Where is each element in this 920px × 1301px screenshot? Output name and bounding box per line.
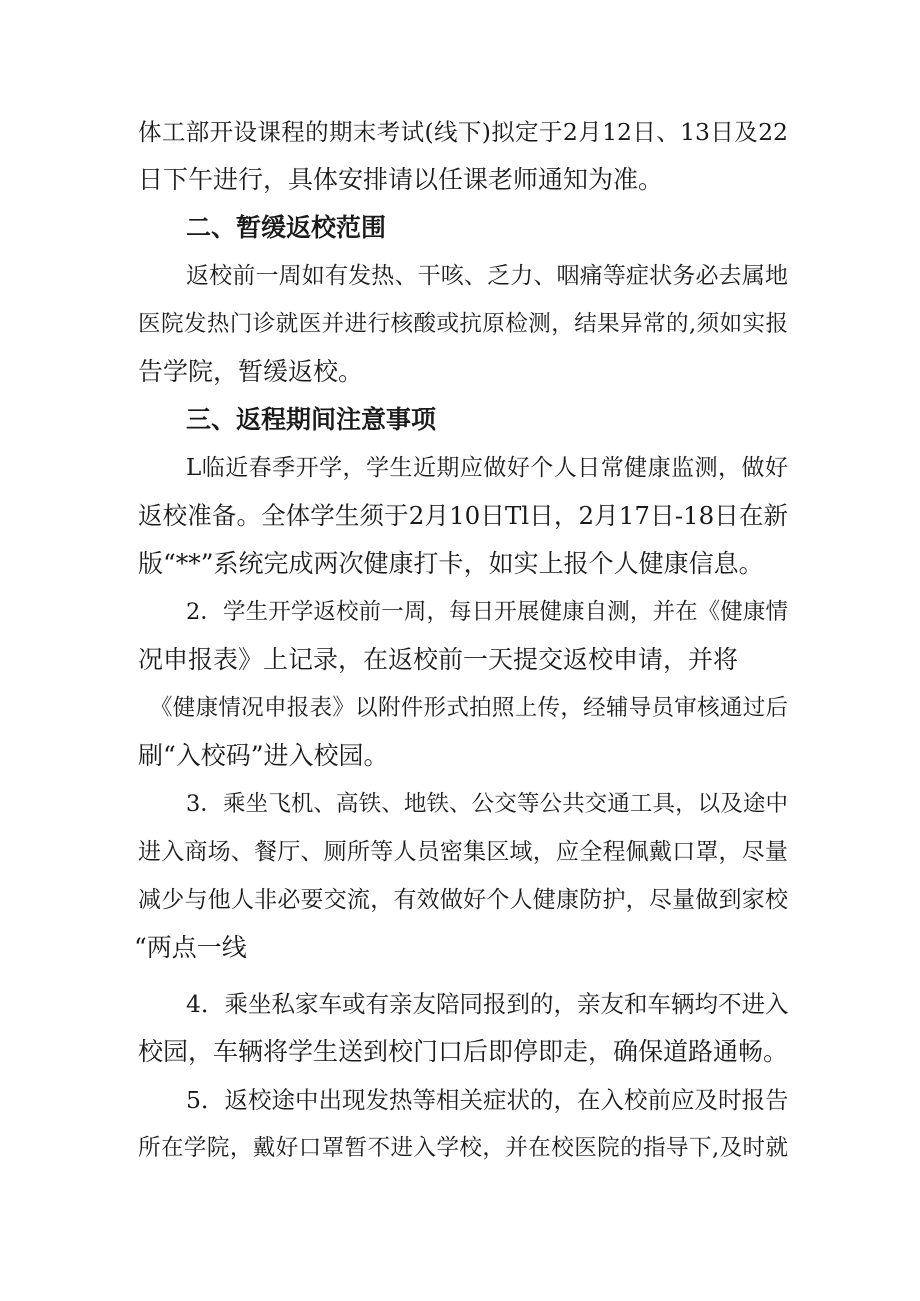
text-line <box>0 352 920 392</box>
paragraph-text: 5．返校途中出现发热等相关症状的，在入校前应及时报告 <box>186 1086 789 1114</box>
text-line <box>0 160 920 200</box>
paragraph-text: 校园，车辆将学生送到校门口后即停即走，确保道路通畅。 <box>138 1037 789 1066</box>
text-line <box>0 304 920 344</box>
paragraph-text: 日下午进行，具体安排请以任课老师通知为准。 <box>138 165 664 194</box>
paragraph-text: 告学院，暂缓返校。 <box>138 357 364 386</box>
text-line <box>0 832 920 872</box>
paragraph-text: 返校前一周如有发热、干咳、乏力、咽痛等症状务必去属地 <box>186 263 788 289</box>
text-line <box>0 984 920 1024</box>
text-line <box>0 256 920 296</box>
text-line <box>0 544 920 584</box>
text-line <box>0 1128 920 1168</box>
text-line <box>0 496 920 536</box>
paragraph-text: L临近春季开学，学生近期应做好个人日常健康监测，做好 <box>186 455 788 481</box>
paragraph-text: 2．学生开学返校前一周，每日开展健康自测，并在《健康情 <box>186 599 788 625</box>
text-line <box>0 448 920 488</box>
paragraph-text: 况申报表》上记录，在返校前一天提交返校申请，并将 <box>138 645 739 674</box>
paragraph-text: 体工部开设课程的期末考试(线下)拟定于2月12日、13日及22 <box>138 118 788 146</box>
paragraph-text: 刷“入校码”进入校园。 <box>138 741 389 770</box>
text-line <box>0 736 920 776</box>
text-line <box>0 112 920 152</box>
text-line <box>0 784 920 824</box>
text-line <box>0 1080 920 1120</box>
text-line <box>0 592 920 632</box>
text-line <box>0 688 920 728</box>
paragraph-text: 减少与他人非必要交流，有效做好个人健康防护，尽量做到家校 <box>138 887 788 913</box>
section-heading-text: 三、返程期间注意事项 <box>186 405 437 434</box>
paragraph-text: 返校准备。全体学生须于2月10日Tl日，2月17日-18日在新 <box>138 501 788 530</box>
paragraph-text: 4．乘坐私家车或有亲友陪同报到的，亲友和车辆均不进入 <box>186 990 789 1018</box>
text-line <box>0 640 920 680</box>
paragraph-text: 《健康情况申报表》以附件形式拍照上传，经辅导员审核通过后 <box>150 695 788 721</box>
paragraph-text: 医院发热门诊就医并进行核酸或抗原检测，结果异常的,须如实报 <box>138 311 788 337</box>
section-heading-text: 二、暂缓返校范围 <box>186 213 387 242</box>
text-line <box>0 880 920 920</box>
paragraph-text: 所在学院，戴好口罩暂不进入学校，并在校医院的指导下,及时就 <box>138 1135 788 1161</box>
section-heading <box>0 400 920 440</box>
paragraph-text: 3．乘坐飞机、高铁、地铁、公交等公共交通工具，以及途中 <box>186 791 788 817</box>
paragraph-text: 进入商场、餐厅、厕所等人员密集区域，应全程佩戴口罩，尽量 <box>138 839 788 865</box>
text-line <box>0 1032 920 1072</box>
paragraph-text: 版“**”系统完成两次健康打卡，如实上报个人健康信息。 <box>138 549 764 578</box>
text-line <box>0 928 920 968</box>
section-heading <box>0 208 920 248</box>
paragraph-text: “两点一线 <box>134 933 247 962</box>
